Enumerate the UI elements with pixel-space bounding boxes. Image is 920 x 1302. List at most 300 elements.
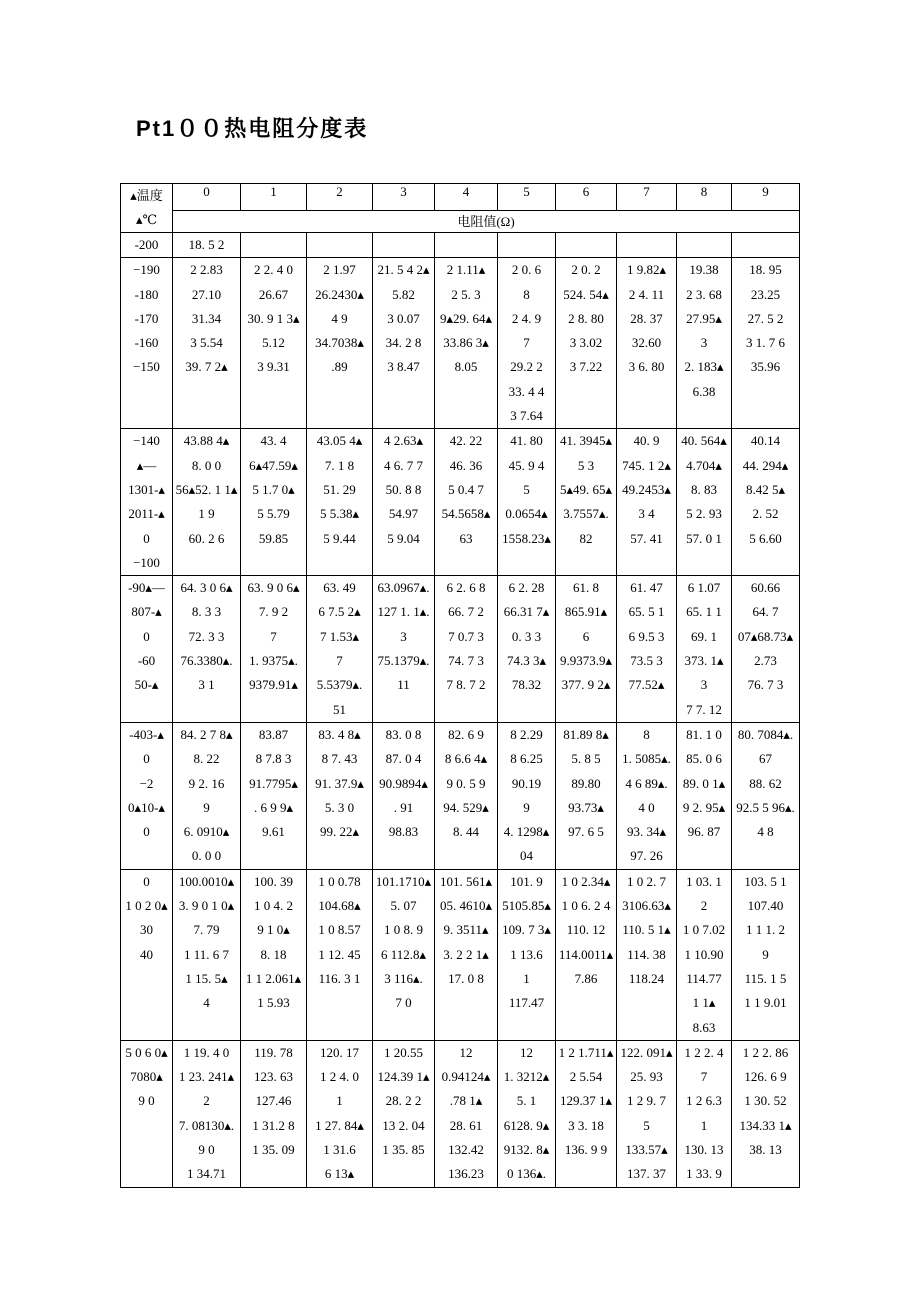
cell-line: 5 1.7 0▴ [252,481,295,497]
cell-line: 1 0 0.78 [318,873,361,889]
cell-line: 41. 80 [510,433,543,449]
cell-line: 64. 7 [752,604,779,620]
cell-line: 90.19 [511,775,542,791]
resistance-value-cell [373,1040,435,1187]
cell-line: 30 [140,922,153,938]
cell-line: 97. 6 5 [568,824,604,840]
cell-line: 97. 26 [630,848,663,864]
cell-line: 9 [762,946,769,962]
cell-line: 129.37 1▴ [559,1093,613,1109]
cell-line: 0 [143,873,150,889]
temperature-cell [121,576,173,723]
cell-line: 28. 61 [449,1117,483,1133]
cell-line: 34. 2 8 [385,335,422,351]
cell-line: 1 13.6 [510,946,543,962]
cell-line: 8 6.6 4▴ [444,751,488,767]
cell-line: 110. 5 1▴ [622,922,671,938]
cell-line: 75.1379▴. [377,653,430,669]
cell-line: 05. 4610▴ [439,898,493,914]
cell-line: 9 [523,799,530,815]
cell-line: 5 0.4 7 [448,481,484,497]
cell-line: 7. 08130▴. [178,1117,235,1133]
cell-line: 3 7.64 [510,408,543,424]
cell-line: 3 [700,677,708,693]
cell-line: 1 2 1.711▴ [558,1044,614,1060]
cell-line: 1 03. 1 [686,873,722,889]
cell-line: 136.23 [448,1166,484,1182]
cell-line: 35.96 [750,359,781,375]
resistance-value-cell [677,258,732,429]
cell-line: 19.38 [689,262,719,278]
cell-line: 0 [143,824,150,840]
cell-line: 114.77 [686,970,722,986]
cell-line: 524. 54▴ [563,286,609,302]
cell-line: 1 30. 52 [744,1093,787,1109]
temperature-cell [121,429,173,576]
cell-line: 8 7. 43 [321,751,358,767]
cell-line: 1 34.71 [187,1166,226,1182]
cell-line: 1 0 6. 2 4 [561,898,611,914]
cell-line: 64. 3 0 6▴ [180,580,233,596]
cell-line: 4 0 [638,799,655,815]
temperature-cell [121,1040,173,1187]
cell-line: 136. 9 9 [564,1141,608,1157]
resistance-value-cell [732,576,800,723]
cell-line: 6 112.8▴ [380,946,427,962]
resistance-value-cell [677,429,732,576]
cell-line: 1 35. 85 [382,1141,425,1157]
resistance-value-cell [677,869,732,1040]
cell-line: 103. 5 1 [744,873,787,889]
cell-line: .78 1▴ [449,1093,483,1109]
cell-line: 7080▴ [130,1069,163,1085]
resistance-value-cell [173,233,241,258]
cell-line: −100 [133,554,160,570]
cell-line: 124.39 1▴ [377,1069,430,1085]
table-body [121,233,800,1188]
cell-line: 2. 183▴ [684,359,724,375]
cell-line: 7 [270,628,277,644]
table-row [121,233,800,258]
cell-line: 30. 9 1 3▴ [247,310,300,326]
cell-line: 118.24 [628,970,665,986]
resistance-value-cell [241,576,307,723]
cell-line: 72. 3 3 [188,628,225,644]
cell-line: . 6 9 9▴ [253,799,294,815]
resistance-value-cell [556,722,617,869]
cell-line: 5.12 [262,335,285,351]
cell-line: 1. 9375▴. [249,653,298,669]
cell-line: 98.83 [388,824,419,840]
resistance-value-cell [435,429,498,576]
cell-line: 1 19. 4 0 [183,1044,230,1060]
resistance-value-cell [556,1040,617,1187]
resistance-value-cell [498,233,556,258]
cell-line: 2 2.83 [190,262,223,278]
cell-line: 1 11. 6 7 [183,946,230,962]
cell-line: 33.86 3▴ [443,335,489,351]
cell-line: 57. 41 [630,530,663,546]
cell-line: 0. 0 0 [191,848,222,864]
cell-line: −140 [133,433,160,449]
cell-line: 1558.23▴ [502,530,551,546]
cell-line: 100.0010▴ [178,873,235,889]
cell-line: 29.2 2 [510,359,543,375]
cell-line: 1 0 2.34▴ [561,873,611,889]
cell-line: 96. 87 [687,824,721,840]
resistance-value-cell [498,869,556,1040]
cell-line: 5. 3 0 [324,799,355,815]
cell-line: 2 5. 3 [451,286,481,302]
cell-line: 85. 0 6 [686,751,722,767]
cell-line: 7.86 [574,970,598,986]
cell-line: 127.46 [255,1093,292,1109]
col-header-1: 1 [241,184,307,211]
cell-line: 2.73 [754,653,777,669]
resistance-value-cell [556,576,617,723]
cell-line: 1 35. 09 [252,1141,295,1157]
cell-line: 8.63 [692,1019,716,1035]
cell-line: 89.80 [571,775,601,791]
temperature-header-cell [121,184,173,233]
resistance-subheader: 电阻值(Ω) [173,210,800,232]
cell-line: 6 2. 6 8 [446,580,486,596]
cell-line: 6 [582,628,590,644]
table-row [121,258,800,429]
cell-line: 1 12. 45 [318,946,361,962]
cell-line: 31.34 [191,310,222,326]
cell-line: 94. 529▴ [443,799,489,815]
cell-line: 9 0 [198,1141,215,1157]
cell-line: 120. 17 [320,1044,359,1060]
cell-line: 6 1.07 [687,580,721,596]
resistance-value-cell [498,258,556,429]
cell-line: 7 1.53▴ [319,628,360,644]
cell-line: 90.9894▴ [379,775,428,791]
cell-line: 60. 2 6 [188,530,225,546]
cell-line: 27.10 [191,286,222,302]
cell-line: 134.33 1▴ [739,1117,792,1133]
cell-line: 4 6 89▴. [625,775,668,791]
cell-line: 65. 1 1 [686,604,722,620]
resistance-value-cell [435,722,498,869]
cell-line: 5▴49. 65▴ [559,481,613,497]
cell-line: 126. 6 9 [744,1069,787,1085]
cell-line: 114.0011▴ [558,946,614,962]
cell-line: 3. 2 2 1▴ [443,946,489,962]
cell-line: 4 9 [331,310,348,326]
cell-line: 93. 34▴ [626,824,667,840]
cell-line: 114. 38 [627,946,666,962]
resistance-value-cell [173,722,241,869]
cell-line: 9▴29. 64▴ [439,310,493,326]
cell-line: 66. 7 2 [448,604,484,620]
cell-line: 27. 5 2 [747,310,784,326]
cell-line: 8 7.8 3 [255,751,292,767]
cell-line: 1 20.55 [384,1044,423,1060]
cell-line: 91. 37.9▴ [315,775,364,791]
resistance-value-cell [732,869,800,1040]
cell-line: -200 [134,237,159,252]
cell-line: 63.0967▴. [377,580,430,596]
cell-line: 5.82 [392,286,415,302]
cell-line: 60.66 [750,580,781,596]
col-header-9: 9 [732,184,800,211]
resistance-value-cell [677,576,732,723]
resistance-value-cell [498,1040,556,1187]
cell-line: 4 6. 7 7 [384,457,423,473]
temperature-cell [121,233,173,258]
cell-line: 9379.91▴ [249,677,298,693]
cell-line: 2 [700,898,708,914]
cell-line: 81.89 8▴ [563,726,609,742]
cell-line: . 91 [393,799,414,815]
resistance-value-cell [732,258,800,429]
cell-line: ▴— [136,457,157,473]
resistance-value-cell [307,258,373,429]
resistance-value-cell [677,722,732,869]
cell-line: −190 [133,262,160,278]
resistance-value-cell [617,429,677,576]
cell-line: 1 5.93 [257,995,290,1011]
cell-line: 07▴68.73▴ [737,628,794,644]
cell-line: 7 0 [395,995,412,1011]
cell-line: 7 0.7 3 [448,628,484,644]
col-header-0: 0 [173,184,241,211]
cell-line: 39. 7 2▴ [185,359,228,375]
cell-line: 9 2. 95▴ [682,799,726,815]
cell-line: 807-▴ [131,604,162,620]
cell-line: 8.42 5▴ [745,481,786,497]
cell-line: 117.47 [508,995,545,1011]
cell-line: 1 0 8.57 [318,922,361,938]
cell-line: 2 3. 68 [686,286,722,302]
cell-line: 1 1 2.061▴ [245,970,302,986]
cell-line: 1 23. 241▴ [178,1069,235,1085]
resistance-value-cell [435,1040,498,1187]
cell-line: 34.7038▴ [315,335,364,351]
cell-line: 2 2. 4 0 [254,262,293,278]
cell-line: 6 13▴ [324,1166,355,1182]
cell-line: 78.32 [511,677,542,693]
cell-line: 0 [143,628,150,644]
cell-line: 1 0 8. 9 [384,922,423,938]
table-row [121,869,800,1040]
cell-line: 44. 294▴ [742,457,789,473]
resistance-value-cell [617,576,677,723]
cell-line: 33. 4 4 [508,383,545,399]
resistance-value-cell [241,869,307,1040]
cell-line: 99. 22▴ [319,824,360,840]
cell-line: 13 2. 04 [382,1117,425,1133]
resistance-value-cell [373,258,435,429]
cell-line: −2 [139,775,154,791]
cell-line: 6▴47.59▴ [249,457,298,473]
cell-line: 88. 62 [749,775,782,791]
cell-line: 8.05 [454,359,478,375]
cell-line: 5.5379▴. [316,677,363,693]
col-header-7: 7 [617,184,677,211]
cell-line: 7 7. 12 [686,701,722,717]
cell-line: 74. 7 3 [448,653,484,669]
cell-line: 1 9.82▴ [626,262,667,278]
resistance-value-cell [617,722,677,869]
resistance-value-cell [173,429,241,576]
resistance-value-cell [173,576,241,723]
cell-line: 1 2 6.3 [686,1093,722,1109]
cell-line: 7 [700,1069,708,1085]
cell-line: 2 4. 11 [628,286,665,302]
cell-line: 4 2.63▴ [383,433,424,449]
cell-line: 1 31.2 8 [252,1117,295,1133]
cell-line: 8 [523,286,530,302]
cell-line: 9.61 [262,824,285,840]
header-row-1 [121,184,800,211]
cell-line: 54.97 [388,506,419,522]
cell-line: 101. 561▴ [439,873,493,889]
cell-line: 6 9.5 3 [628,628,665,644]
cell-line: 4.704▴ [686,457,722,473]
cell-line: 377. 9 2▴ [561,677,611,693]
cell-line: 1 15. 5▴ [185,970,228,986]
resistance-value-cell [435,576,498,723]
cell-line: 63 [459,530,473,546]
cell-line: 0.0654▴ [505,506,548,522]
cell-line: 28. 2 2 [385,1093,422,1109]
cell-line: 110. 12 [566,922,606,938]
cell-line: 104.68▴ [318,898,361,914]
cell-line: 2 1.11▴ [446,262,486,278]
cell-line: 3.7557▴. [563,506,609,522]
col-header-4: 4 [435,184,498,211]
cell-line: 21. 5 4 2▴ [377,262,430,278]
cell-line: 8. 83 [691,481,717,497]
cell-line: 100. 39 [254,873,293,889]
cell-line: 3 7.22 [569,359,603,375]
cell-line: 1 9 [198,506,215,522]
cell-line: 67 [759,751,772,767]
cell-line: 77.52▴ [628,677,665,693]
cell-line: 1 [336,1093,343,1109]
resistance-value-cell [307,576,373,723]
cell-line: 1 1 1. 2 [746,922,785,938]
cell-line: 26.67 [258,286,289,302]
resistance-value-cell [373,576,435,723]
cell-line: 23.25 [750,286,781,302]
cell-line: 17. 0 8 [448,970,484,986]
cell-line: -180 [134,286,159,302]
cell-line: 1 1▴ [692,995,716,1011]
cell-line: 49.2453▴ [622,481,671,497]
resistance-value-cell [732,233,800,258]
resistance-value-cell [617,258,677,429]
cell-line: 130. 13 [684,1141,724,1157]
cell-line: 2 4. 9 [511,310,542,326]
cell-line: 43.05 4▴ [316,433,363,449]
resistance-value-cell [307,233,373,258]
cell-line: 51 [333,701,346,717]
cell-line: 5 [643,1117,650,1133]
resistance-value-cell [307,1040,373,1187]
resistance-value-cell [373,429,435,576]
cell-line: 6128. 9▴ [503,1117,550,1133]
cell-line: 5 [523,481,530,497]
cell-line: 5 3 [577,457,595,473]
cell-line: 8. 0 0 [191,457,222,473]
cell-line: 7 8. 7 2 [446,677,486,693]
cell-line: 1. 3212▴ [503,1069,550,1085]
cell-line: 7. 79 [193,922,220,938]
resistance-value-cell [556,429,617,576]
cell-line: 1 2 2. 4 [684,1044,724,1060]
cell-line: 9. 3511▴ [443,922,489,938]
cell-line: 83. 4 8▴ [318,726,361,742]
cell-line: -60 [137,653,156,669]
resistance-value-cell [241,233,307,258]
cell-line: 7. 1 8 [324,457,355,473]
cell-line: 101. 9 [510,873,543,889]
cell-line: 3 9.31 [257,359,290,375]
col-header-8: 8 [677,184,732,211]
table-row [121,429,800,576]
cell-line: 3106.63▴ [622,898,671,914]
cell-line: 89. 0 1▴ [682,775,726,791]
cell-line: 50. 8 8 [385,481,422,497]
cell-line: 1 0 7.02 [682,922,726,938]
resistance-value-cell [373,722,435,869]
cell-line: 8. 44 [453,824,479,840]
resistance-value-cell [241,722,307,869]
cell-line: 76.3380▴. [180,653,233,669]
cell-line: 132.42 [448,1141,484,1157]
cell-line: 32.60 [631,335,662,351]
cell-line: 6 2. 28 [508,580,545,596]
resistance-value-cell [241,258,307,429]
cell-line: 65. 5 1 [628,604,665,620]
resistance-value-cell [677,233,732,258]
cell-line: 87. 0 4 [385,751,422,767]
cell-line: 9 0 [138,1093,155,1109]
cell-line: 42. 22 [449,433,483,449]
cell-line: 8. 18 [260,946,287,962]
cell-line: 74.3 3▴ [506,653,547,669]
cell-line: 1 2 2. 86 [742,1044,789,1060]
cell-line: 69. 1 [691,628,717,644]
cell-line: 66.31 7▴ [503,604,550,620]
cell-line: 04 [520,848,533,864]
cell-line: 5 0 6 0▴ [125,1044,168,1060]
cell-line: 8 2.29 [510,726,543,742]
cell-line: 2. 52 [752,506,779,522]
cell-line: 41. 3945▴ [559,433,613,449]
cell-line: 5 9.04 [387,530,420,546]
cell-line: 43.88 4▴ [183,433,230,449]
cell-line: 6 7.5 2▴ [318,604,361,620]
temperature-cell [121,722,173,869]
col-header-3: 3 [373,184,435,211]
cell-line: 1. 5085▴. [622,751,671,767]
cell-line: 81. 1 0 [686,726,722,742]
cell-line: 9.9373.9▴ [559,653,613,669]
cell-line: -403-▴ [129,726,164,742]
cell-line: 40. 564▴ [681,433,727,449]
resistance-value-cell [307,722,373,869]
cell-line: 3 116▴. [384,970,423,986]
cell-line: 1 0 2. 7 [627,873,666,889]
cell-line: 12 [459,1044,473,1060]
cell-line: 8 [643,726,650,742]
cell-line: 92.5 5 96▴. [736,799,795,815]
